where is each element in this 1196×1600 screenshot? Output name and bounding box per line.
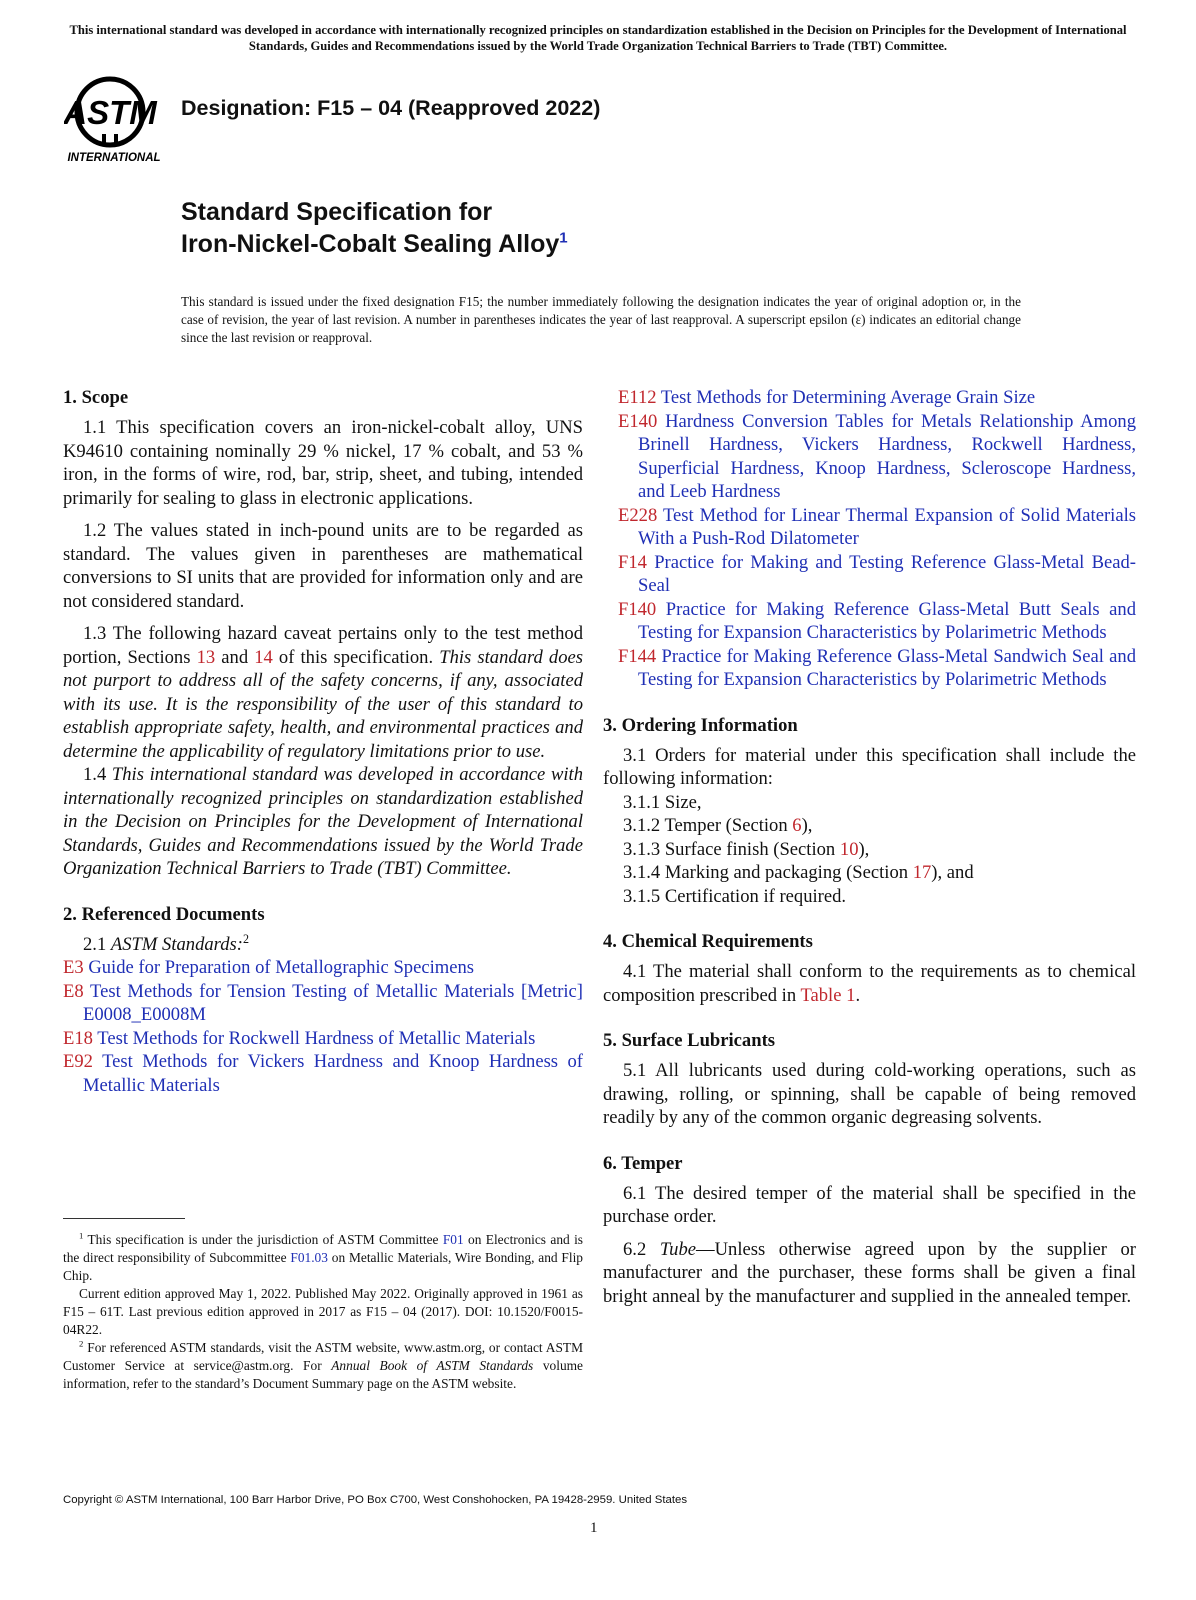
section-heading-scope: 1. Scope	[63, 387, 129, 408]
para-3-1-1: 3.1.1 Size,	[623, 791, 702, 813]
link-section-10[interactable]: 10	[839, 838, 859, 860]
page-number: 1	[590, 1520, 598, 1536]
section-heading-referenced: 2. Referenced Documents	[63, 903, 265, 925]
copyright-line: Copyright © ASTM International, 100 Barr Harbor Drive, PO Box C700, West Conshohocken, PA 19428-2959. United States	[63, 1494, 688, 1506]
issued-note: This standard is issued under the fixed designation F15; the number immediately following the designation indicates the year of original adoption or, in the case of revision, the year of last revision. A number in parentheses indicates the year of last reapproval. A superscript epsilon (ε) indicates an editorial change since the last revision or reapproval.	[181, 294, 1021, 345]
para-5-1: 5.1 All lubricants used during cold-working operations, such as drawing, rolling, or spinning, shall be capable of being removed readily by any of the common organic degreasing solvents.	[603, 1060, 1136, 1128]
para-3-1-2: 3.1.2 Temper (Section 6),	[623, 815, 813, 836]
section-heading-chemical: 4. Chemical Requirements	[603, 931, 813, 952]
designation: Designation: F15 – 04 (Reapproved 2022)	[181, 96, 601, 120]
footnote-1-edition: Current edition approved May 1, 2022. Published May 2022. Originally approved in 1961 as F15 – 61T. Last previous edition approved in 2017 as F15 – 04 (2017). DOI: 10.1520/F0015-04R22.	[63, 1286, 583, 1337]
ref-item-f140[interactable]: F140 Practice for Making Reference Glass-Metal Butt Seals and Testing for Expansion Characteristics by Polarimetric Methods	[618, 598, 1136, 643]
para-3-1-4: 3.1.4 Marking and packaging (Section 17), and	[623, 862, 974, 883]
ref-item-e112[interactable]: E112 Test Methods for Determining Average Grain Size	[618, 387, 1036, 408]
ref-item-e140[interactable]: E140 Hardness Conversion Tables for Metals Relationship Among Brinell Hardness, Vickers Hardness, Rockwell Hardness, Superficial Hardness, Knoop Hardness, Scleroscope Hardness, and Leeb Hardness	[618, 410, 1136, 502]
link-section-13[interactable]: 13	[196, 646, 216, 668]
right-column	[603, 386, 1137, 1308]
link-section-6[interactable]: 6	[792, 815, 802, 836]
footnotes	[63, 1231, 583, 1393]
ref-item-f14[interactable]: F14 Practice for Making and Testing Reference Glass-Metal Bead-Seal	[618, 551, 1136, 596]
left-column	[63, 386, 583, 1097]
footnote-2: $^2$ For referenced ASTM standards, visit the ASTM website, www.astm.org, or contact ASTM Customer Service at service@astm.org. For Annual Book of ASTM Standards volume information, refer to the standard’s Document Summary page on the ASTM website.	[63, 1338, 583, 1391]
astm-logo	[64, 72, 172, 168]
para-6-1: 6.1 The desired temper of the material shall be specified in the purchase order.	[603, 1182, 1136, 1227]
para-3-1: 3.1 Orders for material under this specification shall include the following information:	[603, 744, 1136, 789]
ref-item-e3[interactable]: E3 Guide for Preparation of Metallographic Specimens	[63, 957, 475, 978]
footnote-divider	[63, 1218, 185, 1219]
para-3-1-5: 3.1.5 Certification if required.	[623, 885, 847, 907]
svg-text:ASTM: ASTM	[64, 94, 157, 131]
ref-item-e228[interactable]: E228 Test Method for Linear Thermal Expansion of Solid Materials With a Push-Rod Dilatometer	[618, 504, 1136, 549]
para-1-4: 1.4 This international standard was developed in accordance with internationally recognized principles on standardization established in the Decision on Principles for the Development of International Standards, Guides and Recommendations issued by the World Trade Organization Technical Barriers to Trade (TBT) Committee.	[63, 764, 584, 879]
para-1-2: 1.2 The values stated in inch-pound units are to be regarded as standard. The values given in parentheses are mathematical conversions to SI units that are provided for information only and are not considered standard.	[63, 520, 583, 612]
section-heading-temper: 6. Temper	[603, 1152, 683, 1174]
title-line-2: Iron-Nickel-Cobalt Sealing Alloy	[181, 230, 560, 258]
link-section-17[interactable]: 17	[912, 862, 932, 883]
ref-item-f144[interactable]: F144 Practice for Making Reference Glass-Metal Sandwich Seal and Testing for Expansion Characteristics by Polarimetric Methods	[618, 645, 1136, 690]
ref-item-e92[interactable]: E92 Test Methods for Vickers Hardness and Knoop Hardness of Metallic Materials	[63, 1051, 583, 1096]
para-3-1-3: 3.1.3 Surface finish (Section 10),	[623, 838, 870, 860]
section-heading-ordering: 3. Ordering Information	[603, 714, 798, 736]
link-f01[interactable]: F01	[442, 1232, 464, 1247]
ref-item-e18[interactable]: E18 Test Methods for Rockwell Hardness of Metallic Materials	[63, 1027, 536, 1049]
wto-notice: This international standard was developed in accordance with internationally recognized principles on standardization established in the Decision on Principles for the Development of International Standards, Guides and Recommendations issued by the World Trade Organization Technical Barriers to Trade (TBT) Committee.	[69, 23, 1127, 53]
link-f01-03[interactable]: F01.03	[290, 1250, 328, 1265]
title-footnote-mark[interactable]: 1	[559, 229, 568, 247]
section-heading-lubricants: 5. Surface Lubricants	[603, 1030, 775, 1051]
footnote-1: $^1$ This specification is under the jurisdiction of ASTM Committee F01 on Electronics and is the direct responsibility of Subcommittee F01.03 on Metallic Materials, Wire Bonding, and Flip Chip.	[63, 1230, 584, 1283]
para-1-1: 1.1 This specification covers an iron-nickel-cobalt alloy, UNS K94610 containing nominally 29 % nickel, 17 % cobalt, and 53 % iron, in the forms of wire, rod, bar, strip, sheet, and tubing, intended primarily for sealing to glass in electronic applications.	[63, 417, 583, 509]
link-section-14[interactable]: 14	[254, 646, 273, 668]
para-6-2: 6.2 Tube—Unless otherwise agreed upon by the supplier or manufacturer and the purchaser, these forms shall be given a final bright anneal by the manufacturer and supplied in the annealed temper.	[603, 1238, 1137, 1307]
para-2-1: 2.1 ASTM Standards:$^2$	[83, 931, 249, 955]
title-line-1: Standard Specification for	[181, 198, 493, 226]
ref-item-e8[interactable]: E8 Test Methods for Tension Testing of Metallic Materials [Metric] E0008_E0008M	[63, 980, 583, 1025]
document-title	[181, 196, 568, 260]
para-1-3: 1.3 The following hazard caveat pertains only to the test method portion, Sections 13 and 14 of this specification. This standard does not purport to address all of the safety concerns, if any, associated with its use. It is the responsibility of the user of this standard to establish appropriate safety, health, and environmental practices and determine the applicability of regulatory limitations prior to use.	[63, 623, 583, 762]
link-table-1[interactable]: Table 1	[800, 984, 856, 1006]
para-4-1: 4.1 The material shall conform to the requirements as to chemical composition prescribed in Table 1.	[603, 961, 1136, 1006]
svg-text:INTERNATIONAL: INTERNATIONAL	[67, 152, 161, 164]
